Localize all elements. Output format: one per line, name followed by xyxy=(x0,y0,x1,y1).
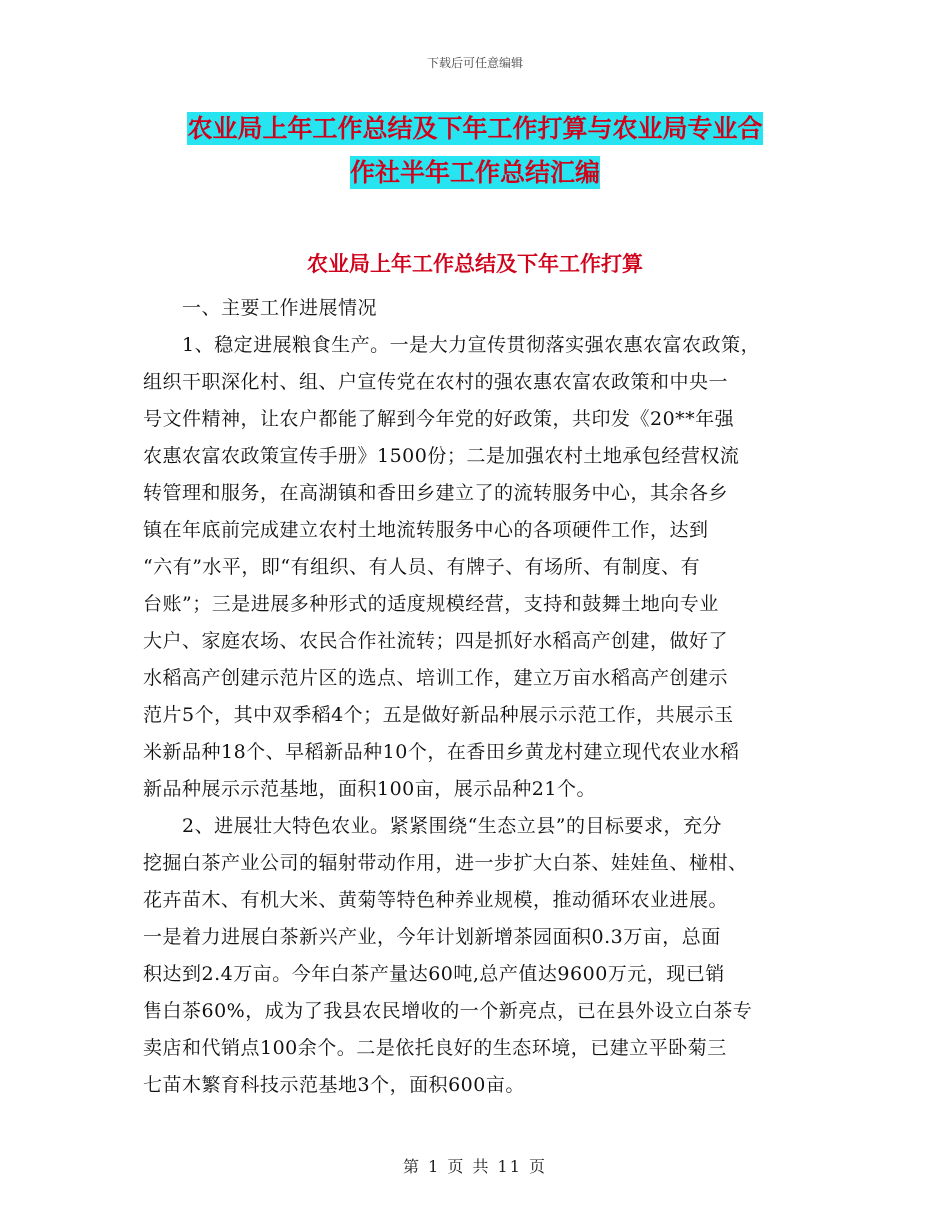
text-line: 挖掘白茶产业公司的辐射带动作用，进一步扩大白茶、娃娃鱼、椪柑、 xyxy=(143,852,748,874)
title-highlight-2: 作社半年工作总结汇编 xyxy=(349,158,600,187)
text-line: 镇在年底前完成建立农村土地流转服务中心的各项硬件工作，达到 xyxy=(143,519,709,541)
text-line: 转管理和服务，在高湖镇和香田乡建立了的流转服务中心，其余各乡 xyxy=(143,482,729,504)
text-line: 新品种展示示范基地，面积100亩，展示品种21个。 xyxy=(143,778,596,800)
text-line: 积达到2.4万亩。今年白茶产量达60吨,总产值达9600万元，现已销 xyxy=(143,963,725,985)
text-line: “六有”水平，即“有组织、有人员、有牌子、有场所、有制度、有 xyxy=(143,556,701,578)
text-line: 花卉苗木、有机大米、黄菊等特色种养业规模，推动循环农业进展。 xyxy=(143,889,729,911)
text-line: 农惠农富农政策宣传手册》1500份；二是加强农村土地承包经营权流 xyxy=(143,445,740,467)
page-footer: 第 1 页 共 11 页 xyxy=(403,1157,547,1176)
text-line: 水稻高产创建示范片区的选点、培训工作，建立万亩水稻高产创建示 xyxy=(143,667,729,689)
section-title: 农业局上年工作总结及下年工作打算 xyxy=(307,252,643,276)
text-line: 2、进展壮大特色农业。紧紧围绕“生态立县”的目标要求，充分 xyxy=(143,815,723,837)
text-line: 1、稳定进展粮食生产。一是大力宣传贯彻落实强农惠农富农政策， xyxy=(143,334,761,356)
text-line: 卖店和代销点100余个。二是依托良好的生态环境，已建立平卧菊三 xyxy=(143,1037,727,1059)
text-line: 台账”；三是进展多种形式的适度规模经营，支持和鼓舞土地向专业 xyxy=(143,593,719,615)
text-line: 大户、家庭农场、农民合作社流转；四是抓好水稻高产创建，做好了 xyxy=(143,630,729,652)
header-note: 下载后可任意编辑 xyxy=(426,56,523,70)
text-line: 一、主要工作进展情况 xyxy=(143,297,378,319)
text-line: 号文件精神，让农户都能了解到今年党的好政策，共印发《20**年强 xyxy=(143,408,735,430)
text-line: 售白茶60%，成为了我县农民增收的一个新亮点，已在县外设立白茶专 xyxy=(143,1000,753,1022)
title-highlight-1: 农业局上年工作总结及下年工作打算与农业局专业合 xyxy=(187,114,763,143)
text-line: 组织干职深化村、组、户宣传党在农村的强农惠农富农政策和中央一 xyxy=(143,371,729,393)
text-line: 七苗木繁育科技示范基地3个，面积600亩。 xyxy=(143,1074,525,1096)
text-line: 范片5个，其中双季稻4个；五是做好新品种展示示范工作，共展示玉 xyxy=(143,704,734,726)
document-title-line-2 xyxy=(0,158,950,188)
text-line: 米新品种18个、早稻新品种10个，在香田乡黄龙村建立现代农业水稻 xyxy=(143,741,740,763)
document-title-line-1 xyxy=(0,114,950,144)
body-text xyxy=(143,290,823,1104)
text-line: 一是着力进展白茶新兴产业，今年计划新增茶园面积0.3万亩，总面 xyxy=(143,926,721,948)
